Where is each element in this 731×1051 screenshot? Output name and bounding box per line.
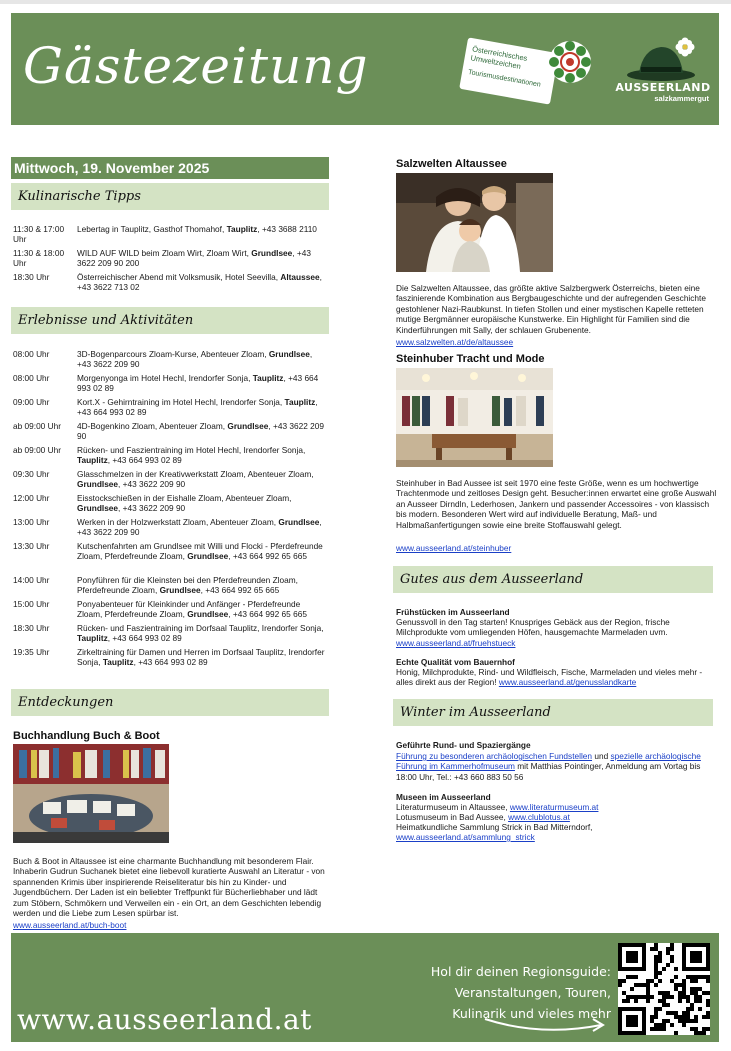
buch-link[interactable]: www.ausseerland.at/buch-boot xyxy=(13,920,127,930)
gutes-item2-link[interactable]: www.ausseerland.at/genusslandkarte xyxy=(498,677,637,688)
schedule-description: Rücken- und Faszientraining im Dorfsaal Tauplitz, Irendorfer Sonja, Tauplitz, +43 664 993 02 89 xyxy=(77,623,324,643)
gutes-item2-body: Honig, Milchprodukte, Rind- und Wildfleisch, Fische, Marmeladen und vieles mehr - alles direkt aus der Region! xyxy=(396,667,703,688)
eco-flower-icon xyxy=(547,39,593,85)
sammlung-strick-link[interactable]: www.ausseerland.at/sammlung_strick xyxy=(396,832,535,842)
salzwelten-photo xyxy=(396,173,553,272)
page-title: Gästezeitung xyxy=(23,37,369,95)
kammerhof-tour-link[interactable]: spezielle archäologische Führung im Kammerhofmuseum xyxy=(396,751,701,772)
schedule-time: 13:00 Uhr xyxy=(13,517,50,527)
guide-line-3: Kulinarik und vieles mehr xyxy=(452,1006,611,1021)
schedule-description: Zirkeltraining für Damen und Herren im Dorfsaal Tauplitz, Irendorfer Sonja, Tauplitz, +43 664 993 02 89 xyxy=(77,647,325,667)
museum-line-2-text: Lotusmuseum in Bad Aussee, xyxy=(396,812,509,822)
museum-line-1-text: Literaturmuseum in Altaussee, xyxy=(396,802,510,812)
ausseerland-logo xyxy=(613,33,713,113)
section-header-erlebnisse: Erlebnisse und Aktivitäten xyxy=(11,307,329,334)
schedule-description: Ponyführen für die Kleinsten bei den Pferdefreunden Zloam, Pferdefreunde Zloam, Grundlsee, +43 664 992 65 665 xyxy=(77,575,298,595)
schedule-time: 08:00 Uhr xyxy=(13,349,50,359)
schedule-time: 19:35 Uhr xyxy=(13,647,50,657)
eco-label-line1: Österreichisches Umweltzeichen xyxy=(469,44,529,71)
schedule-description: Rücken- und Faszientraining im Hotel Hechl, Irendorfer Sonja, Tauplitz, +43 664 993 02 89 xyxy=(77,445,306,465)
schedule-time: 12:00 Uhr xyxy=(13,493,50,503)
footer-url[interactable]: www.ausseerland.at xyxy=(17,1003,312,1036)
winter-item2-title: Museen im Ausseerland xyxy=(396,792,491,802)
schedule-time: ab 09:00 Uhr xyxy=(13,445,61,455)
schedule-time: 08:00 Uhr xyxy=(13,373,50,383)
guide-line-2: Veranstaltungen, Touren, xyxy=(454,985,611,1000)
literaturmuseum-link[interactable]: www.literaturmuseum.at xyxy=(509,802,599,812)
logo-name: AUSSEERLAND xyxy=(615,81,711,94)
gutes-item1-link[interactable]: www.ausseerland.at/fruehstueck xyxy=(396,638,516,648)
schedule-description: 4D-Bogenkino Zloam, Abenteuer Zloam, Grundlsee, +43 3622 209 90 xyxy=(77,421,325,441)
gutes-item1-title: Frühstücken im Ausseerland xyxy=(396,607,510,617)
top-rule xyxy=(0,0,731,4)
section-header-gutes: Gutes aus dem Ausseerland xyxy=(393,566,713,593)
schedule-time: 18:30 Uhr xyxy=(13,623,50,633)
salz-link[interactable]: www.salzwelten.at/de/altaussee xyxy=(396,337,514,347)
archaeology-tour-link[interactable]: Führung zu besonderen archäologischen Fundstellen xyxy=(396,751,593,761)
footer-banner xyxy=(11,933,719,1042)
eco-label-badge xyxy=(461,39,593,107)
schedule-description: Glasschmelzen in der Kreativwerkstatt Zloam, Abenteuer Zloam, Grundlsee, +43 3622 209 90 xyxy=(77,469,314,489)
museum-line-2 xyxy=(396,812,718,822)
gutes-item2-text xyxy=(396,667,718,688)
schedule-time: 09:30 Uhr xyxy=(13,469,50,479)
eco-label-card xyxy=(459,37,559,104)
salz-description: Die Salzwelten Altaussee, das größte aktive Salzbergwerk Österreichs, bieten eine faszinierende Kombination aus Bergbaugeschichte und der aufregenden Geschichte gestohlener Nazi-Raubkunst. In tiefen Stollen und einer mystischen Kapelle retteten mutige Bergmänner europäische Kunstwerke. Ein Highlight für Familien sind die Kinderführungen mit Sally, der schlauen Grubenente. xyxy=(396,283,706,335)
schedule-description: WILD AUF WILD beim Zloam Wirt, Zloam Wirt, Grundlsee, +43 3622 209 90 200 xyxy=(77,248,311,268)
schedule-description: Österreichischer Abend mit Volksmusik, Hotel Seevilla, Altaussee, +43 3622 713 02 xyxy=(77,272,322,292)
schedule-description: Lebertag in Tauplitz, Gasthof Thomahof, Tauplitz, +43 3688 2110 xyxy=(77,224,317,234)
steinhuber-photo xyxy=(396,368,553,467)
schedule-description: Eisstockschießen in der Eishalle Zloam, Abenteuer Zloam, Grundlsee, +43 3622 209 90 xyxy=(77,493,292,513)
bookshop-photo xyxy=(13,744,169,843)
winter-item1-text xyxy=(396,751,718,782)
schedule-description: Morgenyonga im Hotel Hechl, Irendorfer Sonja, Tauplitz, +43 664 993 02 89 xyxy=(77,373,319,393)
schedule-time: 18:30 Uhr xyxy=(13,272,50,282)
section-header-winter: Winter im Ausseerland xyxy=(393,699,713,726)
schedule-time: 09:00 Uhr xyxy=(13,397,50,407)
date-bar: Mittwoch, 19. November 2025 xyxy=(11,157,329,179)
hat-icon xyxy=(625,37,701,83)
schedule-time: ab 09:00 Uhr xyxy=(13,421,61,431)
schedule-description: Kutschenfahrten am Grundlsee mit Willi und Flocki - Pferdefreunde Zloam, Pferdefreunde Zloam, Grundlsee, +43 664 992 65 665 xyxy=(77,541,323,561)
header-banner xyxy=(11,13,719,125)
gutes-item1-text: Genussvoll in den Tag starten! Knuspriges Gebäck aus der Region, frische Milchprodukte vom umliegenden Höfen, hausgemachte Marmeladen uvm. xyxy=(396,617,670,638)
logo-subtitle: salzkammergut xyxy=(654,94,709,103)
steinhuber-link[interactable]: www.ausseerland.at/steinhuber xyxy=(396,543,512,553)
schedule-description: Ponyabenteuer für Kleinkinder und Anfänger - Pferdefreunde Zloam, Pferdefreunde Zloam, Grundlsee, +43 664 992 65 665 xyxy=(77,599,307,619)
schedule-time: 14:00 Uhr xyxy=(13,575,50,585)
guide-line-1: Hol dir deinen Regionsguide: xyxy=(430,964,611,979)
salz-title: Salzwelten Altaussee xyxy=(396,158,507,170)
qr-code[interactable] xyxy=(618,943,710,1035)
winter-item1-title: Geführte Rund- und Spaziergänge xyxy=(396,740,531,750)
steinhuber-title: Steinhuber Tracht und Mode xyxy=(396,353,545,365)
section-header-kulinarisch: Kulinarische Tipps xyxy=(11,183,329,210)
clublotus-link[interactable]: www.clublotus.at xyxy=(508,812,570,822)
eco-label-line2: Tourismusdestinationen xyxy=(467,68,542,89)
buch-description: Buch & Boot in Altaussee ist eine charmante Buchhandlung mit besonderem Flair. Inhaberin Gudrun Suchanek bietet eine liebevoll kuratierte Auswahl an Literatur - von spannenden Krimis über inspirierende Reiseliteratur bis hin zu Kinder- und Jugendbüchern. Der Laden ist ein beliebter Treffpunkt für Bücherliebhaber und lädt zum Stöbern, Schmökern und Verweilen ein - ein Ort, an dem Geschichten lebendig werden und die Liebe zum Lesen spürbar ist. xyxy=(13,856,325,919)
winter-item1-mid: und xyxy=(592,751,611,761)
schedule-time: 15:00 Uhr xyxy=(13,599,50,609)
schedule-description: Kort.X - Gehirntraining im Hotel Hechl, Irendorfer Sonja, Tauplitz, +43 664 993 02 89 xyxy=(77,397,318,417)
museum-line-1 xyxy=(396,802,718,812)
schedule-description: 3D-Bogenparcours Zloam-Kurse, Abenteuer Zloam, Grundlsee, +43 3622 209 90 xyxy=(77,349,313,369)
schedule-description: Werken in der Holzwerkstatt Zloam, Abenteuer Zloam, Grundlsee, +43 3622 209 90 xyxy=(77,517,322,537)
schedule-time: 13:30 Uhr xyxy=(13,541,50,551)
schedule-time: 11:30 & 17:00 Uhr xyxy=(13,224,65,244)
museum-line-3: Heimatkundliche Sammlung Strick in Bad Mitterndorf, xyxy=(396,822,593,832)
winter-item1-post: mit Matthias Pointinger, Anmeldung am Vortag bis 18:00 Uhr, Tel.: +43 660 883 50 56 xyxy=(396,761,701,782)
gutes-item2-title: Echte Qualität vom Bauernhof xyxy=(396,657,515,667)
section-header-entdeckungen: Entdeckungen xyxy=(11,689,329,716)
schedule-time: 11:30 & 18:00 Uhr xyxy=(13,248,65,268)
steinhuber-description: Steinhuber in Bad Aussee ist seit 1970 eine feste Größe, wenn es um hochwertige Trachtenmode und zeitloses Design geht. Besucher:innen erwartet eine große Auswahl an Ausseer Dirndln, Lederhosen, Jankern und passender Accessoires - von klassisch bis modern. Besonderen Wert wird auf individuelle Beratung, Maß- und Halbmaßanfertigungen sowie eine breite Stoffauswahl gelegt. xyxy=(396,478,717,530)
buch-title: Buchhandlung Buch & Boot xyxy=(13,730,160,742)
arrow-icon xyxy=(481,1013,611,1035)
